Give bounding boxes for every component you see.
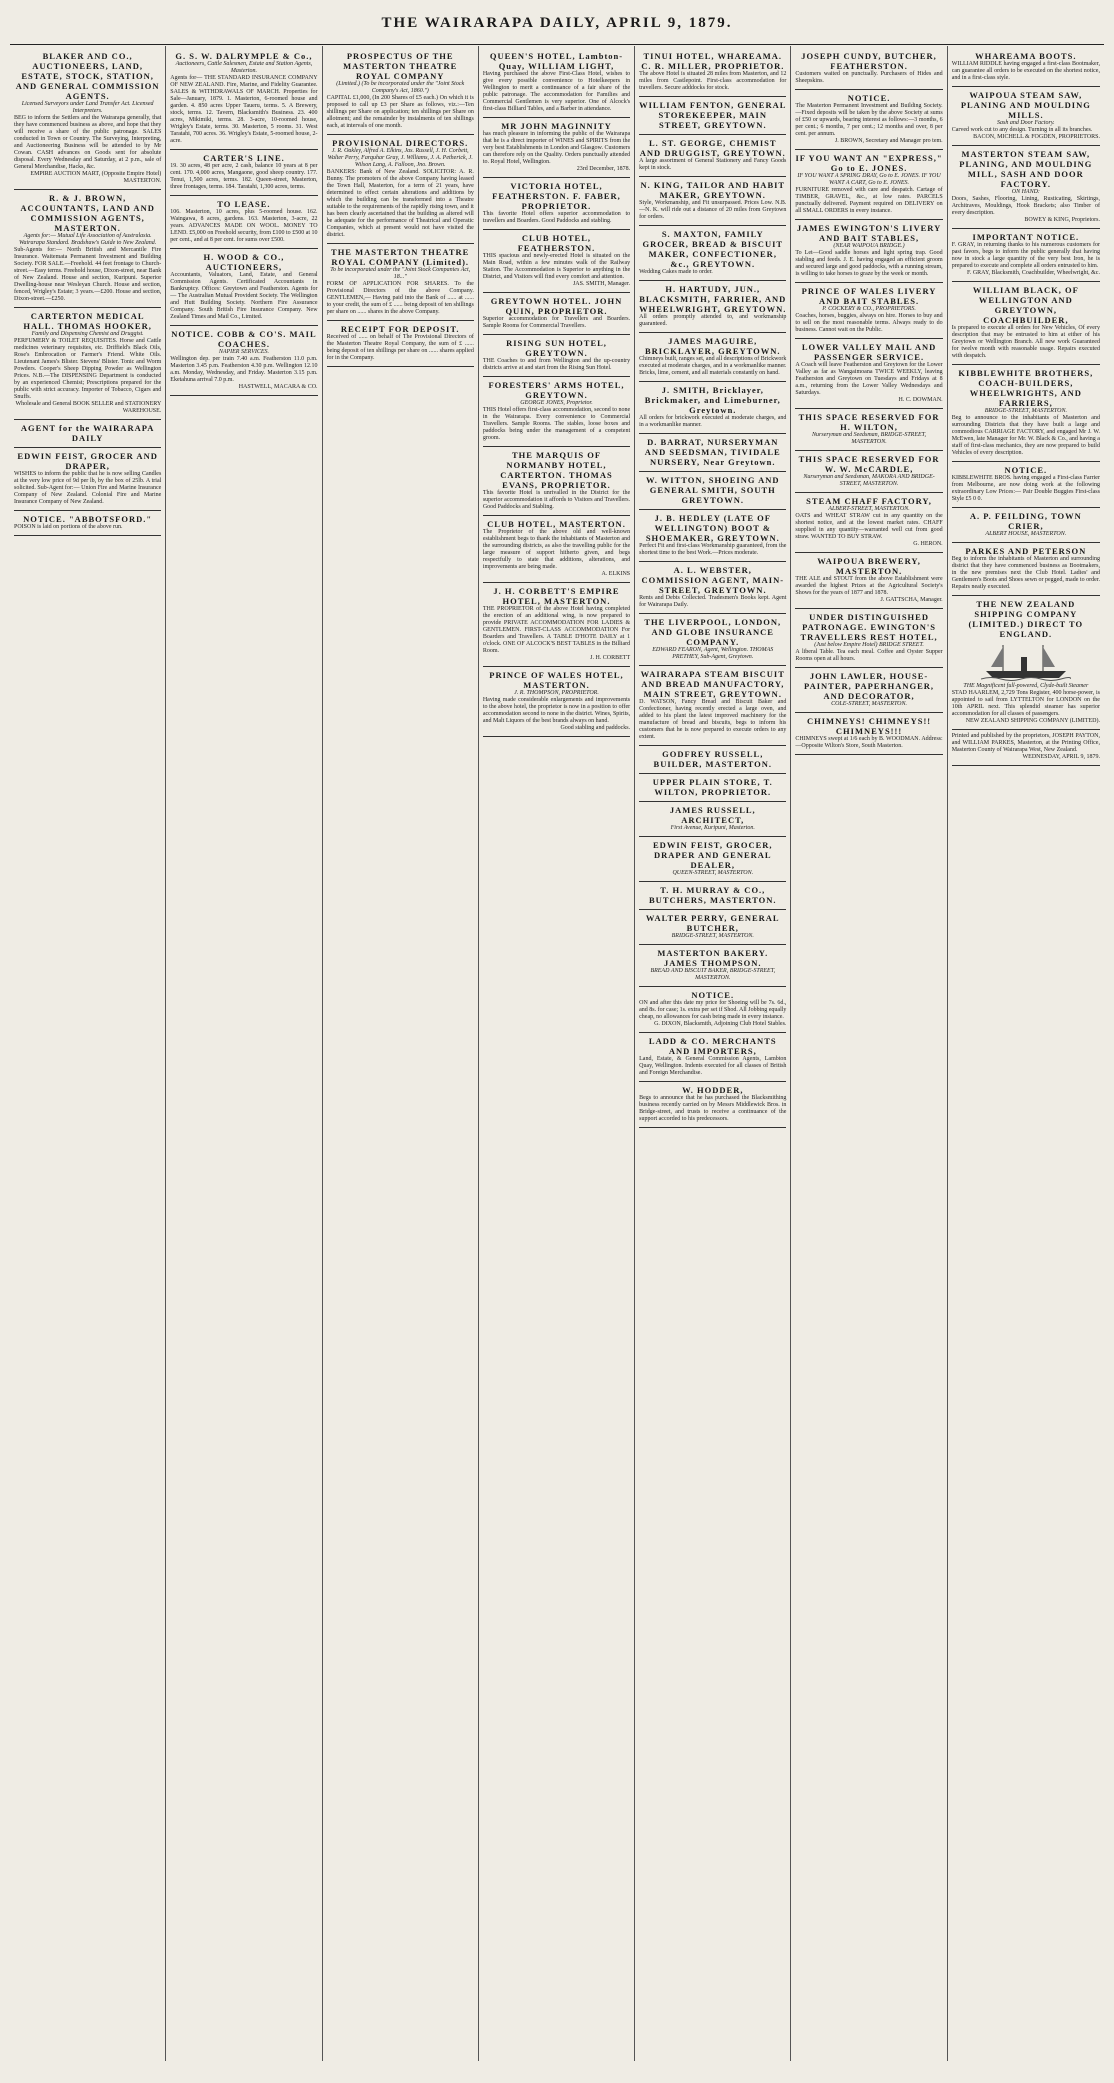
ad-heading: TO LEASE.: [217, 199, 271, 209]
ad-heading: UNDER DISTINGUISHED PATRONAGE. EWINGTON'S TRAVELLERS REST HOTEL,: [800, 612, 938, 642]
advertisement: [170, 48, 317, 150]
ad-heading: UPPER PLAIN STORE, T. WILTON, PROPRIETOR.: [652, 777, 773, 797]
ad-body: WISHES to inform the public that he is now selling Candles at the very low price of 9d per lb, by the box of 25lb. A trial solicited. Sub-Agent for:— Union Fire and Marine Insurance Company of New Zealand. Colonial Fire and Marine Insurance Company of New Zealand.: [14, 471, 162, 505]
ad-heading: BLAKER AND CO., AUCTIONEERS, LAND, ESTATE, STOCK, STATION, AND GENERAL COMMISSION AGENTS.: [15, 51, 160, 101]
advertisement: [795, 220, 942, 283]
ad-heading: GREYTOWN HOTEL. JOHN QUIN, PROPRIETOR.: [490, 296, 623, 316]
ad-body: All orders promptly attended to, and workmanship guaranteed.: [639, 314, 787, 327]
ad-subheading: (Just below Empire Hotel) BRIDGE STREET.: [814, 642, 924, 648]
ad-heading: RISING SUN HOTEL, GREYTOWN.: [506, 338, 607, 358]
advertisement: [639, 746, 786, 774]
ad-body: POISON is laid on portions of the above run.: [14, 524, 123, 530]
advertisement: [483, 293, 630, 335]
advertisement: [952, 543, 1100, 596]
ad-heading: R. & J. BROWN, ACCOUNTANTS, LAND AND COMMISSION AGENTS, MASTERTON.: [20, 193, 155, 233]
ad-body: ON and after this date my price for Shoeing will be 7s. 6d., and 8s. for case; 1s. extra per set if Shod. All Jobbing equally cheap, no allowances for cash being made in every instance.: [639, 1000, 787, 1020]
advertisement: [483, 335, 630, 377]
ad-body: Doors, Sashes, Flooring, Lining, Rusticating, Skirtings, Architraves, Mouldings, Hook Brackets; also Timber of every description.: [951, 196, 1100, 216]
advertisement: [14, 190, 161, 308]
ad-signature: F. GRAY, Blacksmith, Coachbuilder, Wheelwright, &c.: [966, 270, 1100, 276]
ad-heading: J. B. HEDLEY (LATE OF WELLINGTON) BOOT & SHOEMAKER, GREYTOWN.: [645, 513, 780, 543]
ad-subheading: BRIDGE-STREET, MASTERTON.: [984, 408, 1067, 414]
advertisement: [483, 583, 630, 667]
column-3: [323, 46, 479, 2061]
ad-body: Coaches, horses, buggies, always on hire. Horses to buy and to sell on the most reasonable terms. Always ready to do business. Cannot wait on the Public.: [795, 313, 943, 333]
advertisement: [639, 562, 786, 614]
ad-heading: GODFREY RUSSELL, BUILDER, MASTERTON.: [653, 749, 772, 769]
ad-body: Is prepared to execute all orders for New Vehicles, Of every description that may be entrusted to him at either of his Greytown or Wellington Branch. All new work Guaranteed for twelve month with reasonable usage. Repairs executed with despatch.: [951, 325, 1100, 359]
advertisement: [952, 282, 1100, 365]
advertisement: [639, 774, 786, 802]
ad-subheading: BREAD AND BISCUIT BAKER, BRIDGE-STREET, MASTERTON.: [650, 968, 776, 981]
ad-body: Carved work cut to any design. Turning in all its branches.: [951, 127, 1093, 133]
ad-heading: THE MASTERTON THEATRE ROYAL COMPANY (Limited).: [331, 247, 470, 267]
ad-heading: WHAREAMA BOOTS.: [975, 51, 1077, 61]
ad-body: Wedding Cakes made to order.: [639, 269, 713, 275]
ad-signature: H. C. DOWMAN.: [898, 397, 943, 403]
advertisement: [952, 596, 1100, 730]
ad-heading: KIBBLEWHITE BROTHERS, COACH-BUILDERS, WHEELWRIGHTS, AND FARRIERS,: [958, 368, 1094, 408]
ad-subheading: First Avenue, Kuripuni, Masterton.: [670, 825, 755, 831]
ad-heading: CARTERTON MEDICAL HALL. THOMAS HOOKER,: [23, 311, 152, 331]
ad-subheading: COLE-STREET, MASTERTON.: [831, 701, 908, 707]
ad-body: Printed and published by the proprietors, JOSEPH PAYTON, and WILLIAM PARKES, Masterton, at the Printing Office, Masterton County of Wairarapa West, New Zealand.: [951, 733, 1100, 753]
ad-body: Superior accommodation for Travellers and Boarders. Sample Rooms for Commercial Travellers.: [482, 316, 631, 329]
ad-signature: J. H. CORBETT: [590, 655, 631, 661]
ad-subheading: EDWARD FEARON, Agent, Wellington. THOMAS PRETHEY, Sub-Agent, Greytown.: [652, 647, 774, 660]
advertisement: [483, 48, 630, 118]
ad-heading: STEAM CHAFF FACTORY,: [806, 496, 932, 506]
ad-body: Wellington dep. per train 7.40 a.m. Featherston 11.0 p.m. Masterton 3.45 p.m. Featherston 4.30 p.m. Wellington 12.10 a.m. Monday, Wednesday, and Friday. Masterton 3.15 p.m. Eketahuna arrival 7.0 p.m.: [170, 356, 318, 383]
ad-subheading: Auctioneers, Cattle Salesmen, Estate and Station Agents, Masterton.: [175, 61, 313, 74]
ad-heading: JOHN LAWLER, HOUSE-PAINTER, PAPERHANGER, AND DECORATOR,: [804, 671, 935, 701]
advertisement: [639, 135, 786, 177]
ad-heading: J. H. CORBETT'S EMPIRE HOTEL, MASTERTON.: [493, 586, 620, 606]
advertisement: [952, 146, 1100, 229]
ad-signature: J. BROWN, Secretary and Manager pro tem.: [834, 138, 943, 144]
ad-body: Chimneys built, ranges set, and all descriptions of Brickwork executed at moderate charges, and in a workmanlike manner. Bricks, lime, cement, and all materials constantly on hand.: [639, 356, 787, 376]
ad-heading: PRINCE OF WALES HOTEL, MASTERTON.: [489, 670, 624, 690]
ad-signature: G. HERON.: [913, 541, 943, 547]
ad-heading: WAIRARAPA STEAM BISCUIT AND BREAD MANUFACTORY, MAIN STREET, GREYTOWN.: [640, 669, 785, 699]
ad-body: A Coach will leave Featherston and Greytown for the Lower Valley as far as Wangaimoana TWICE WEEKLY, leaving Featherston and Greytown on Tuesdays and Fridays at 8 a.m., returning from the Lower Valley Wednesdays and Saturdays.: [795, 362, 943, 396]
ad-heading: J. SMITH, Bricklayer, Brickmaker, and Limeburner, Greytown.: [644, 385, 781, 415]
ad-signature: J. GATTSCHA, Manager.: [880, 597, 943, 603]
ad-body: CAPITAL £1,000, (In 200 Shares of £5 each.) On which it is proposed to call up £3 per Share as follows, viz.:—Ten shillings per Share on application; ten shillings per Share on allotment; and the remainder by instalments of ten shillings each, at intervals of one month.: [326, 95, 474, 129]
ad-subheading: ALBERT-STREET, MASTERTON.: [828, 506, 910, 512]
advertisement: [170, 150, 317, 196]
ad-heading: PARKES AND PETERSON: [965, 546, 1087, 556]
ad-signature: Wholesale and General BOOK SELLER and STATIONERY WAREHOUSE.: [15, 401, 162, 414]
advertisement: [639, 333, 786, 382]
ad-heading: IMPORTANT NOTICE.: [972, 232, 1080, 242]
ad-subheading: (NEAR WAIPOUA BRIDGE.): [833, 243, 905, 249]
ad-body: has much pleasure in informing the public of the Wairarapa that he is a direct importer of WINES and SPIRITS from the very best Establishments in London and Glasgow. Customers can therefore rely on the Quality. Orders punctually attended to. Royal Hotel, Wellington.: [482, 131, 631, 165]
ad-body: OATS and WHEAT STRAW cut in any quantity on the shortest notice, and at the lowest market rates. CHAFF supplied in any quantity—warranted well cut from good straw. WANTED TO BUY STRAW.: [795, 513, 943, 540]
ad-heading: THIS SPACE RESERVED FOR W. W. McCARDLE,: [798, 454, 940, 474]
ad-body: Beg to inform the inhabitants of Masterton and surrounding district that they have commenced business as Bootmakers, in the new premises next the Club Hotel. Ladies' and Gentlemen's Boots and Shoes sewn or pegged, made to order. Repairs neatly executed.: [951, 556, 1100, 590]
ad-heading: NOTICE.: [1004, 465, 1048, 475]
ad-body: 106. Masterton, 10 acres, plus 5-roomed house. 162. Waingawa, 8 acres, gardens. 163. Masterton, 3-acre, 22 years. ADVANCES MADE ON WOOL. MONEY TO LEND. £5,000 on Freehold security, from £100 to £500 at 10 per cent., and at 8 per cent. for sums over £500.: [170, 209, 318, 243]
advertisement: [639, 614, 786, 666]
ad-body: PERFUMERY & TOILET REQUISITES. Horse and Cattle medicines veterinary requisites, etc. Driffield's Black Oils, Rose's Embrocation or Farmer's Friend. White Oils. Lieutenant James's Blister. Stevens' Blister. Tonic and Worm Powders. Cooper's Sheep Dipping Powder as Wellington Prices. N.B.—The DISPENSING Department is conducted by an experienced Chemist; Prescriptions prepared for the public with strict accuracy. Importer of Tobacco, Cigars and Snuffs.: [14, 338, 162, 400]
advertisement: [795, 283, 942, 339]
advertisement: [639, 382, 786, 434]
ad-heading: WAIPOUA BREWERY, MASTERTON.: [817, 556, 921, 576]
masthead: [10, 8, 1104, 45]
advertisement: [14, 420, 161, 448]
ad-heading: WILLIAM BLACK, OF WELLINGTON AND GREYTOWN, COACHBUILDER,: [972, 285, 1079, 325]
steamship-illustration: [952, 641, 1100, 681]
ad-signature: JAS. SMITH, Manager.: [572, 281, 631, 287]
ad-subheading: ON HAND:: [1011, 189, 1040, 195]
advertisement: [952, 508, 1100, 543]
ad-body: Customers waited on punctually. Purchasers of Hides and Sheepskins.: [795, 71, 943, 84]
ad-body: CHIMNEYS swept at 1/6 each by B. WOODMAN. Address:—Opposite Wilton's Store, South Masterton.: [795, 736, 943, 749]
ad-subheading: Agents for:— Mutual Life Association of Australasia. Wairarapa Standard. Bradshaw's Guide to New Zealand.: [19, 233, 157, 246]
advertisement: [795, 90, 942, 150]
ad-heading: FORESTERS' ARMS HOTEL, GREYTOWN.: [488, 380, 625, 400]
advertisement: [795, 493, 942, 553]
ad-signature: 23rd December, 1878.: [576, 166, 631, 172]
ad-body: KIBBLEWHITE BROS. having engaged a First-class Farrier from Melbourne, are now doing work at the following extraordinary Low Prices:— Pair Double Buggies First-class Style £5 0 0.: [951, 475, 1100, 502]
column-6: [791, 46, 947, 2061]
ad-body: Having purchased the above First-Class Hotel, wishes to give every possible convenience to Hotelkeepers in Wellington to merit a continuance of a fair share of the public patronage. The accommodation for Families and Commercial Gentlemen is very superior. One of Alcock's first-class Billiard Tables, and a Barber in attendance.: [482, 71, 631, 112]
ad-body: BEG to inform the Settlers and the Wairarapa generally, that they have commenced business as above, and hope that they will receive a share of the public patronage. SALES conducted in Town or Country. The Surveying, Interpreting, and Auctioneering Business will be attended to by Mr Cowan. CASH advances on Goods sent for absolute disposal. Every Wednesday and Saturday, at 2 p.m., sale of General Merchandise, Hacks, &c.: [14, 115, 162, 170]
ad-heading: WILLIAM FENTON, GENERAL STOREKEEPER, MAIN STREET, GREYTOWN.: [639, 100, 787, 130]
ad-body: The Proprietor of the above old and well-known establishment begs to thank the inhabitants of Masterton and the surrounding districts, as also the travelling public for the large measure of support hitherto given, and begs respectfully to state that additions, alterations, and improvements are being made.: [482, 529, 631, 570]
ad-body: D. WATSON, Fancy Bread and Biscuit Baker and Confectioner, having recently erected a large oven, and added to his plant the latest improved machinery for the manufacture of bread and biscuits, begs to inform his customers that he is now prepared to execute orders to any extent.: [639, 699, 787, 740]
advertisement: [14, 511, 161, 536]
ad-heading: CHIMNEYS! CHIMNEYS!! CHIMNEYS!!!: [806, 716, 932, 736]
ad-body: THE ALE and STOUT from the above Establishment were awarded the highest Prizes at the Agricultural Society's Shows for the years of 1877 and 1878.: [795, 576, 943, 596]
ad-body: To Let—Good saddle horses and light spring trap. Good stabling and feeds. J. E. having engaged an efficient groom and secured large and good paddocks, with a running stream, is willing to take horses to graze by the week or month.: [795, 250, 943, 277]
ad-subheading: To be incorporated under the "Joint Stock Companies Act, 18...": [330, 267, 471, 280]
ad-heading: THE NEW ZEALAND SHIPPING COMPANY (LIMITED.) DIRECT TO ENGLAND.: [968, 599, 1084, 639]
ad-subheading: ALBERT HOUSE, MASTERTON.: [985, 531, 1067, 537]
ad-subheading: Nurseryman and Seedsman, MAKORA AND BRIDGE-STREET, MASTERTON.: [803, 474, 935, 487]
advertisement: [639, 882, 786, 910]
ad-subheading: P. COCKERY & CO., PROPRIETORS.: [822, 306, 916, 312]
ad-subheading: J. R. THOMPSON, PROPRIETOR.: [514, 690, 599, 696]
ad-heading: QUEEN'S HOTEL, Lambton-Quay, WILLIAM LIGHT,: [489, 51, 624, 71]
ad-signature: BOWEY & KING, Proprietors.: [1024, 217, 1100, 223]
ad-body: Style, Workmanship, and Fit unsurpassed. Prices Low. N.B.—N. K. will ride out a distance of 20 miles from Greytown for orders.: [639, 200, 787, 220]
ad-body: STAD HAARLEM, 2,729 Tons Register, 400 horse-power, is appointed to sail from LYTTELTON for LONDON on the 10th APRIL next. This splendid steamer has superior accommodation for all classes of passengers.: [951, 690, 1100, 717]
ad-signature: BACON, MICHELL & FOGDEN, PROPRIETORS.: [973, 134, 1100, 140]
ad-body: This favorite Hotel is unrivalled in the District for the superior accommodation it affords to Visitors and Travellers. Good Paddocks and Stabling.: [482, 490, 631, 510]
advertisement: [170, 249, 317, 326]
advertisement: [795, 668, 942, 713]
ad-body: FORM OF APPLICATION FOR SHARES. To the Provisional Directors of the above Company. GENTLEMEN,— Having paid into the Bank of ...... at ...... to your credit, the sum of £ ...... being deposit of ten shillings per share on ...... shares in the above Company.: [326, 281, 474, 315]
ad-body: THIS Hotel offers first-class accommodation, second to none in the Wairarapa. Every convenience to Commercial Travellers. Sample Rooms. The stables, loose boxes and paddocks being under the management of a competent groom.: [482, 407, 631, 441]
ad-subheading: J. R. Oakley, Alfred A. Elkins, Jas. Russell, J. H. Corbett, Walter Perry, Farquhar Gray, J. Williams, J. A. Petherick, J. Wilson Lang, A. Falloon, Jno. Brown.: [327, 148, 473, 168]
ad-subheading: Family and Dispensing Chemist and Druggist.: [31, 331, 144, 337]
ad-body: THE PROPRIETOR of the above Hotel having completed the erection of an additional wing, is now prepared to provide PRIVATE ACCOMMODATION FOR LADIES & GENTLEMEN. FIRST-CLASS ACCOMMODATION For Boarders and Travellers. A TABLE D'HOTE DAILY at 1 o'clock. ONE OF ALCOCK'S BEST TABLES in the Billiard Room.: [482, 606, 631, 654]
advertisement: [952, 365, 1100, 462]
column-5: [635, 46, 791, 2061]
ad-body: All orders for brickwork executed at moderate charges, and in a workmanlike manner.: [639, 415, 787, 428]
ad-heading: NOTICE. "ABBOTSFORD.": [23, 514, 153, 524]
advertisement: [639, 281, 786, 333]
advertisement: [952, 462, 1100, 508]
advertisement: [14, 48, 161, 190]
advertisement: [795, 339, 942, 409]
ad-subheading: QUEEN-STREET, MASTERTON.: [672, 870, 754, 876]
masthead-title: THE WAIRARAPA DAILY, APRIL 9, 1879.: [381, 15, 733, 31]
ad-body: THIS spacious and newly-erected Hotel is situated on the Main Road, within a few minutes walk of the Railway Station. The Accommodation is Superior to anything in the District, and Visitors will find every comfort and attention.: [482, 253, 631, 280]
advertisement: [483, 447, 630, 516]
advertisement: [795, 609, 942, 668]
advertisement: [483, 178, 630, 230]
advertisement: [639, 987, 786, 1033]
column-7: [948, 46, 1104, 2061]
advertisement: [639, 177, 786, 226]
ad-heading: WAIPOUA STEAM SAW, PLANING AND MOULDING MILLS.: [960, 90, 1091, 120]
ad-heading: JAMES MAGUIRE, BRICKLAYER, GREYTOWN.: [644, 336, 781, 356]
ad-heading: MASTERTON STEAM SAW, PLANING, AND MOULDING MILL, SASH AND DOOR FACTORY.: [959, 149, 1093, 189]
ad-body: Land, Estate, & General Commission Agents, Lambton Quay, Wellington. Indents executed for all classes of British and Foreign Merchandise.: [639, 1056, 787, 1076]
advertisement: [639, 910, 786, 945]
advertisement: [170, 326, 317, 396]
ad-heading: EDWIN FEIST, GROCER, DRAPER AND GENERAL DEALER,: [653, 840, 773, 870]
advertisement: [952, 730, 1100, 766]
ad-body: Sub-Agents for:— North British and Mercantile Fire Insurance. Waitemata Permanent Investment and Building Society. FOR SALE.—Freehold. 44 feet frontage to Church-street.—Easy terms. Freehold house, Dixon-street, near Bank of New Zealand. House and section, Kuripuni. Superior Dwelling-house near Wesleyan Church. House and section, fenced, Wrigley's Estate; 3 years.—£200. House and section, Dixon-street.—£250.: [14, 247, 162, 302]
newspaper-page: [10, 8, 1104, 2061]
ad-heading: G. S. W. DALRYMPLE & Co.,: [175, 51, 313, 61]
advertisement: [795, 451, 942, 493]
columns: [10, 46, 1104, 2061]
ad-body: Perfect Fit and first-class Workmanship guaranteed, from the shortest time to the best Work.—Prices moderate.: [639, 543, 787, 556]
ad-body: This favorite Hotel offers superior accommodation to travellers and Boarders. Good Paddocks and stabling.: [482, 211, 631, 224]
ad-heading: A. P. FEILDING, TOWN CRIER,: [969, 511, 1082, 531]
advertisement: [795, 553, 942, 609]
ad-heading: N. KING, TAILOR AND HABIT MAKER, GREYTOWN.: [640, 180, 786, 200]
ad-heading: THE MARQUIS OF NORMANBY HOTEL, CARTERTON. THOMAS EVANS, PROPRIETOR.: [500, 450, 613, 490]
ad-heading: NOTICE. COBB & CO'S. MAIL COACHES.: [171, 329, 317, 349]
ad-heading: L. ST. GEORGE, CHEMIST AND DRUGGIST, GREYTOWN.: [639, 138, 786, 158]
ad-signature: G. DIXON, Blacksmith, Adjoining Club Hotel Stables.: [654, 1021, 787, 1027]
ad-body: The Masterton Permanent Investment and Building Society.—Fixed deposits will be taken by the above Society at sums of £50 or upwards, bearing interest as follows:—3 months, 6 per cent.; 6 months, 7 per cent.; 12 months and over, 8 per cent. per annum.: [795, 103, 943, 137]
ad-heading: LOWER VALLEY MAIL AND PASSENGER SERVICE.: [801, 342, 937, 362]
ad-heading: VICTORIA HOTEL, FEATHERSTON. F. FABER, PROPRIETOR.: [492, 181, 621, 211]
column-2: [166, 46, 322, 2061]
advertisement: [639, 945, 786, 987]
ad-heading: CLUB HOTEL, MASTERTON.: [487, 519, 626, 529]
ad-body: Accountants, Valuators, Land, Estate, and General Commission Agents. Certificated Accountants in Bankruptcy. Offices: Greytown and Featherston. Agents for— The Australian Mutual Provident Society. The Wellington and Hutt Building Society. Northern Fire Assurance Company. South British Fire Insurance Company. New Zealand Times and Mail Co., Limited.: [170, 272, 318, 320]
ad-heading: AGENT for the WAIRARAPA DAILY: [20, 423, 155, 443]
ad-heading: H. WOOD & CO., AUCTIONEERS,: [203, 252, 285, 272]
advertisement: [639, 837, 786, 882]
ad-body: F. GRAY, in returning thanks to his numerous customers for past favors, begs to inform the public generally that having now in stock a large quantity of the very best Iron, he is prepared to execute and complete all orders entrusted to him.: [951, 242, 1100, 269]
ad-subheading: (Limited.) (To be incorporated under the "Joint Stock Company's Act, 1860."): [336, 81, 465, 94]
ad-body: Received of ...... on behalf of The Provisional Directors of the Masterton Theatre Royal Company, the sum of £ ...... being deposit of ten shillings per share on ...... shares applied for in the Company.: [326, 334, 474, 361]
ad-heading: W. HODDER,: [682, 1085, 744, 1095]
ad-heading: RECEIPT FOR DEPOSIT.: [340, 324, 460, 334]
advertisement: [639, 510, 786, 562]
ad-signature: EMPIRE AUCTION MART, (Opposite Empire Hotel) MASTERTON.: [30, 171, 162, 184]
advertisement: [639, 1033, 786, 1082]
ad-subheading: THE Magnificent full-powered, Clyde-built Steamer: [963, 683, 1089, 689]
column-4: [479, 46, 635, 2061]
advertisement: [795, 409, 942, 451]
advertisement: [327, 48, 474, 135]
ad-heading: IF YOU WANT AN "EXPRESS," Go to E. JONES.: [795, 153, 943, 173]
advertisement: [483, 118, 630, 178]
ad-heading: PRINCE OF WALES LIVERY AND BAIT STABLES.: [801, 286, 937, 306]
ad-subheading: Nurseryman and Seedsman, BRIDGE-STREET, MASTERTON.: [812, 432, 927, 445]
advertisement: [639, 666, 786, 746]
ad-heading: PROVISIONAL DIRECTORS.: [332, 138, 469, 148]
column-1: [10, 46, 166, 2061]
ad-body: FURNITURE removed with care and despatch. Cartage of TIMBER, GRAVEL, &c., at low rates. PARCELS punctually delivered. Payment required on DELIVERY on all SMALL ORDERS in every instance.: [795, 187, 943, 214]
ad-body: Begs to announce that he has purchased the Blacksmithing business recently carried on by Messrs Middlewick Bros. in Bridge-street, and trusts to receive a continuance of the support accorded to his predecessors.: [639, 1095, 787, 1122]
ad-body: Having made considerable enlargements and improvements to the above hotel, the proprietor is now in a position to offer accommodation second to none in the district. Wines, Spirits, and Malt Liquors of the best brands always on hand.: [482, 697, 631, 724]
advertisement: [483, 516, 630, 583]
ad-heading: PROSPECTUS OF THE MASTERTON THEATRE ROYAL COMPANY: [343, 51, 458, 81]
advertisement: [639, 1082, 786, 1128]
advertisement: [639, 802, 786, 837]
advertisement: [952, 48, 1100, 87]
ad-body: A large assortment of General Stationery and Fancy Goods kept in stock.: [639, 158, 787, 171]
ad-heading: MASTERTON BAKERY. JAMES THOMPSON.: [657, 948, 769, 968]
advertisement: [639, 472, 786, 510]
ad-body: BANKERS: Bank of New Zealand. SOLICITOR: A. R. Bunny. The promoters of the above Company having leased the Town Hall, Masterton, for a term of 21 years, have determined to effect certain alterations and additions by which the building can be transformed into a Theatre suitable to the requirements of the rapidly rising town, and it has been clearly ascertained that the building as altered will be adequate for the performance of Theatrical and Operatic Companies, which at present would not have visited the district.: [326, 169, 474, 238]
ad-body: WILLIAM RIDDLE having engaged a first-class Bootmaker, can guarantee all orders to be executed on the shortest notice, and in a first-class style.: [951, 61, 1100, 81]
advertisement: [327, 321, 474, 367]
ad-heading: JAMES RUSSELL, ARCHITECT,: [669, 805, 756, 825]
ad-subheading: Licensed Surveyors under Land Transfer Act. Licensed Interpreters.: [21, 101, 154, 114]
ad-heading: THIS SPACE RESERVED FOR H. WILTON,: [798, 412, 940, 432]
ad-heading: NOTICE.: [847, 93, 891, 103]
ad-subheading: Sash and Door Factory.: [996, 120, 1055, 126]
ad-heading: CARTER'S LINE.: [203, 153, 285, 163]
advertisement: [639, 97, 786, 135]
ad-heading: S. MAXTON, FAMILY GROCER, BREAD & BISCUIT MAKER, CONFECTIONER, &c., GREYTOWN.: [642, 229, 784, 269]
advertisement: [952, 229, 1100, 282]
ad-subheading: BRIDGE-STREET, MASTERTON.: [671, 933, 754, 939]
advertisement: [483, 230, 630, 293]
ad-heading: T. H. MURRAY & CO., BUTCHERS, MASTERTON.: [649, 885, 777, 905]
ad-heading: JAMES EWINGTON'S LIVERY AND BAIT STABLES,: [796, 223, 942, 243]
ad-body: The above Hotel is situated 28 miles from Masterton, and 12 miles from Castlepoint. First-class accommodation for travellers. Secure adddocks for stock.: [639, 71, 787, 91]
advertisement: [327, 135, 474, 244]
advertisement: [639, 226, 786, 281]
ad-heading: EDWIN FEIST, GROCER AND DRAPER,: [17, 451, 158, 471]
ad-heading: A. L. WEBSTER, COMMISSION AGENT, MAIN-STREET, GREYTOWN.: [641, 565, 785, 595]
advertisement: [170, 196, 317, 249]
ad-heading: NOTICE.: [691, 990, 735, 1000]
ad-body: 19. 30 acres, 48 per acre, 2 cash, balance 10 years at 8 per cent. 170. 4,000 acres, Mangaone, good sheep country. 177. Tenui, 1,500 acres, terms. 182. Queen-street, Masterton, three frontages, terms. 184. Taratahi, 1,300 acres, terms.: [170, 163, 318, 190]
ad-subheading: IF YOU WANT A SPRING DRAY, Go to E. JONES. IF YOU WANT A CART, Go to E. JONES.: [797, 173, 941, 186]
ad-heading: MR JOHN MAGINNITY: [501, 121, 612, 131]
ad-body: Rents and Debts Collected. Tradesmen's Books kept. Agent for Wairarapa Daily.: [639, 595, 787, 608]
advertisement: [795, 713, 942, 755]
ad-signature: HASTWELL, MACARA & CO.: [238, 384, 318, 390]
ad-heading: TINUI HOTEL, WHAREAMA. C. R. MILLER, PROPRIETOR.: [641, 51, 785, 71]
ad-heading: WALTER PERRY, GENERAL BUTCHER,: [645, 913, 780, 933]
ad-heading: D. BARRAT, NURSERYMAN AND SEEDSMAN, TIVIDALE NURSERY, Near Greytown.: [644, 437, 781, 467]
ad-body: THE Coaches to and from Wellington and the up-country districts arrive at and start from the Rising Sun Hotel.: [482, 358, 631, 371]
advertisement: [795, 150, 942, 220]
advertisement: [639, 48, 786, 97]
advertisement: [327, 244, 474, 321]
advertisement: [483, 377, 630, 447]
advertisement: [795, 48, 942, 90]
ad-heading: W. WITTON, SHOEING AND GENERAL SMITH, SOUTH GREYTOWN.: [645, 475, 780, 505]
advertisement: [952, 87, 1100, 146]
advertisement: [639, 434, 786, 472]
ad-heading: JOSEPH CUNDY, BUTCHER, FEATHERSTON.: [801, 51, 937, 71]
ad-heading: CLUB HOTEL, FEATHERSTON.: [517, 233, 596, 253]
ad-body: Beg to announce to the inhabitants of Masterton and surrounding Districts that they have built a large and commodious CARRIAGE FACTORY, and engaged Mr J. W. McEwen, late Manager for Mr. W. Black & Co., and having a staff of first-class mechanics, they are now prepared to build Vehicles of every description.: [951, 415, 1100, 456]
ad-signature: NEW ZEALAND SHIPPING COMPANY (LIMITED).: [965, 718, 1100, 724]
ad-body: A liberal Table. Tea each meal. Coffee and Oyster Supper Rooms open at all hours.: [795, 649, 943, 662]
advertisement: [14, 448, 161, 511]
ad-subheading: GEORGE JONES, Proprietor.: [520, 400, 593, 406]
ad-body: Agents for— THE STANDARD INSURANCE COMPANY OF NEW ZEALAND. Fire, Marine, and Fidelity Guarantee. SALES & WITHDRAWALS OF MARCH. Properties for Sale—January, 1879. 1. Masterton, 6-roomed house and garden. 4. 850 acres Upper Taueru, terms. 5. A Brewery, stock, terms. 12. Tavern, Blacksmith's Business. 23. 400 acres, Mikimiki, terms. 28. 3-acre, 10-roomed house, Wrigley's Estate, terms. 30. Masterton, 5 rooms. 31. West Taratahi, 700 acres. 36. Wrigley's Estate, 5-roomed house, 2-acre.: [170, 75, 318, 144]
ad-signature: A. ELKINS: [601, 571, 631, 577]
ad-heading: LADD & CO. MERCHANTS AND IMPORTERS,: [648, 1036, 777, 1056]
ad-heading: H. HARTUDY, JUN., BLACKSMITH, FARRIER, AND WHEELWRIGHT, GREYTOWN.: [639, 284, 787, 314]
ad-subheading: NAPIER SERVICES.: [218, 349, 270, 355]
ad-heading: THE LIVERPOOL, LONDON, AND GLOBE INSURANCE COMPANY.: [644, 617, 782, 647]
advertisement: [483, 667, 630, 737]
ad-signature: Good stabling and paddocks.: [560, 725, 631, 731]
advertisement: [14, 308, 161, 420]
ad-signature: WEDNESDAY, APRIL 9, 1879.: [1022, 754, 1100, 760]
